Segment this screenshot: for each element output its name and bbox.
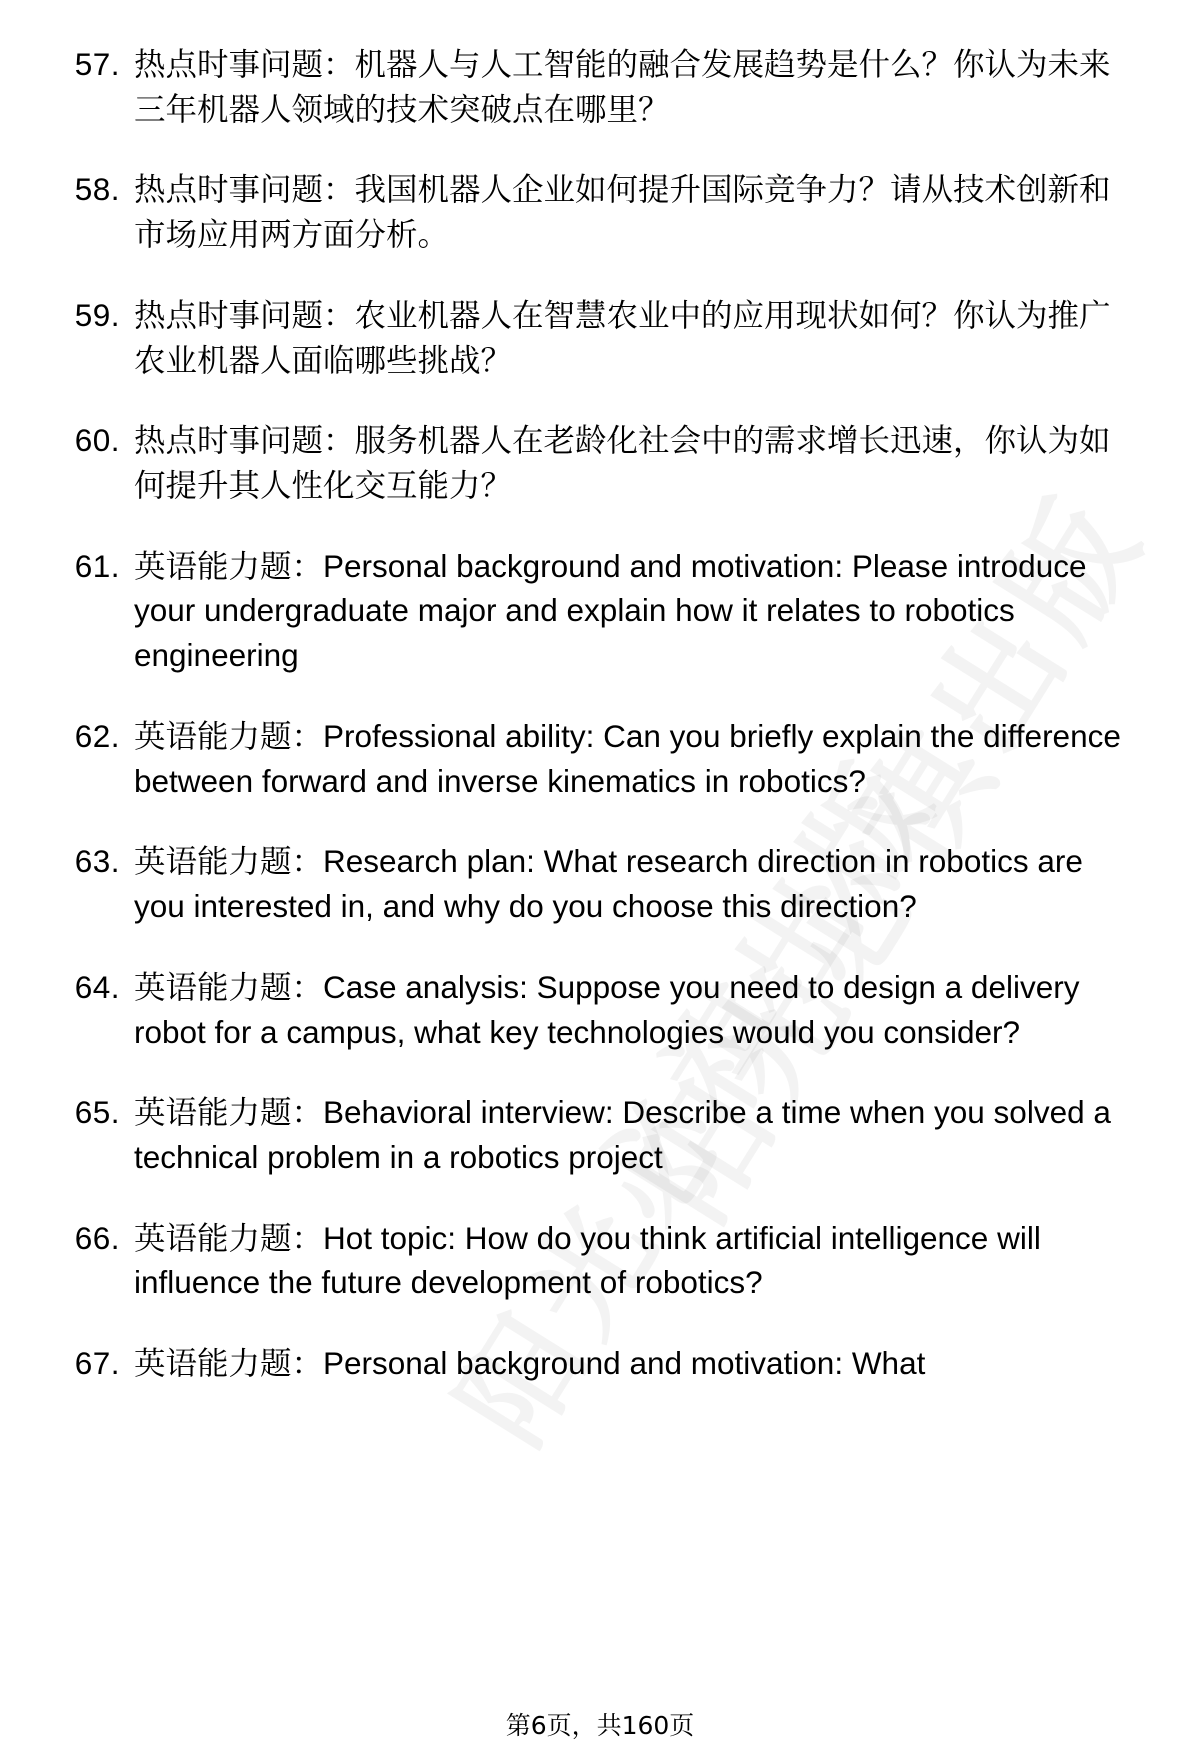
list-item [48, 714, 1128, 803]
list-item [48, 1216, 1128, 1305]
question-list [48, 42, 1128, 1386]
question-text: 英语能力题：Case analysis: Suppose you need to design a delivery robot for a campus, what key technologies would you consider? [134, 968, 1080, 1050]
list-item [48, 42, 1128, 131]
question-number: 66. [74, 1219, 120, 1256]
question-text: 英语能力题：Behavioral interview: Describe a time when you solved a technical problem in a robotics project [134, 1094, 1111, 1175]
question-text: 英语能力题：Hot topic: How do you think artificial intelligence will influence the future development of robotics? [134, 1219, 1041, 1301]
question-number: 67. [74, 1345, 120, 1382]
question-text: 英语能力题：Research plan: What research direction in robotics are you interested in, and why do you choose this direction? [134, 843, 1083, 925]
page-footer: 第6页，共160页 [0, 1709, 1200, 1741]
list-item [48, 544, 1128, 678]
list-item [48, 839, 1128, 928]
list-item [48, 965, 1128, 1054]
question-text: 热点时事问题：服务机器人在老龄化社会中的需求增长迅速，你认为如何提升其人性化交互能力？ [134, 422, 1111, 504]
question-number: 65. [74, 1094, 120, 1131]
question-number: 58. [74, 171, 120, 208]
question-number: 57. [74, 46, 120, 82]
question-text: 热点时事问题：我国机器人企业如何提升国际竞争力？请从技术创新和市场应用两方面分析。 [134, 171, 1111, 253]
list-item [48, 1090, 1128, 1179]
list-item [48, 418, 1128, 507]
question-text: 英语能力题：Professional ability: Can you briefly explain the difference between forward and inverse kinematics in robotics? [134, 717, 1121, 799]
question-number: 64. [74, 968, 120, 1005]
list-item [48, 293, 1128, 382]
question-number: 60. [74, 422, 120, 459]
question-number: 62. [74, 717, 120, 754]
question-text: 英语能力题：Personal background and motivation: Please introduce your undergraduate major and explain how it relates to robotics engineering [134, 547, 1087, 674]
question-text: 热点时事问题：农业机器人在智慧农业中的应用现状如何？你认为推广农业机器人面临哪些挑战？ [134, 296, 1111, 378]
question-number: 61. [74, 547, 120, 584]
question-number: 59. [74, 296, 120, 333]
list-item [48, 1341, 1128, 1386]
list-item [48, 167, 1128, 256]
question-text: 热点时事问题：机器人与人工智能的融合发展趋势是什么？你认为未来三年机器人领域的技术突破点在哪里？ [134, 46, 1111, 127]
question-number: 63. [74, 843, 120, 880]
question-text: 英语能力题：Personal background and motivation: What [134, 1345, 926, 1382]
